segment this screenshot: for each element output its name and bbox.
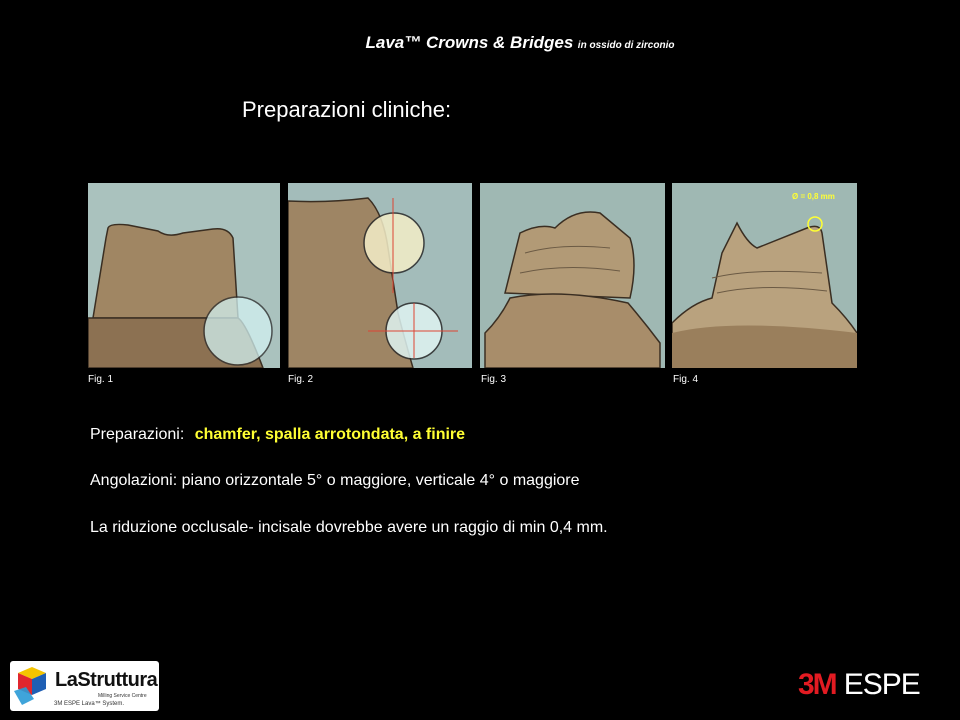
- lastruttura-tagline: Milling Service Centre: [98, 693, 147, 699]
- figure-1-caption: Fig. 1: [88, 374, 114, 385]
- figure-4-annotation: Ø = 0,8 mm: [792, 192, 835, 201]
- preparations-value: chamfer, spalla arrotondata, a finire: [194, 426, 466, 443]
- reduction-line: La riduzione occlusale- incisale dovrebbe avere un raggio di min 0,4 mm.: [90, 519, 608, 536]
- angles-line: Angolazioni: piano orizzontale 5° o maggiore, verticale 4° o maggiore: [90, 472, 580, 489]
- lastruttura-cube-icon: [12, 665, 54, 707]
- figure-4-image: [672, 183, 857, 368]
- section-heading: Preparazioni cliniche:: [242, 97, 452, 122]
- figure-3-caption: Fig. 3: [481, 374, 507, 385]
- lastruttura-logo: [10, 661, 159, 711]
- 3m-espe-logo: [798, 668, 920, 702]
- slide-title: [0, 33, 960, 53]
- preparations-label: Preparazioni:: [90, 426, 185, 443]
- espe-wordmark: ESPE: [843, 668, 920, 701]
- figure-1-image: [88, 183, 280, 368]
- title-main: Lava™ Crowns & Bridges: [365, 33, 574, 52]
- figure-2-caption: Fig. 2: [288, 374, 314, 385]
- figure-3-image: [480, 183, 665, 368]
- title-suffix: in ossido di zirconio: [577, 40, 675, 51]
- figure-2-image: [288, 183, 472, 368]
- lastruttura-system: 3M ESPE Lava™ System.: [54, 701, 125, 707]
- lastruttura-wordmark: LaStruttura: [55, 669, 158, 691]
- preparations-line: [90, 426, 465, 444]
- figure-4-caption: Fig. 4: [673, 374, 699, 385]
- 3m-wordmark: 3M: [798, 668, 836, 701]
